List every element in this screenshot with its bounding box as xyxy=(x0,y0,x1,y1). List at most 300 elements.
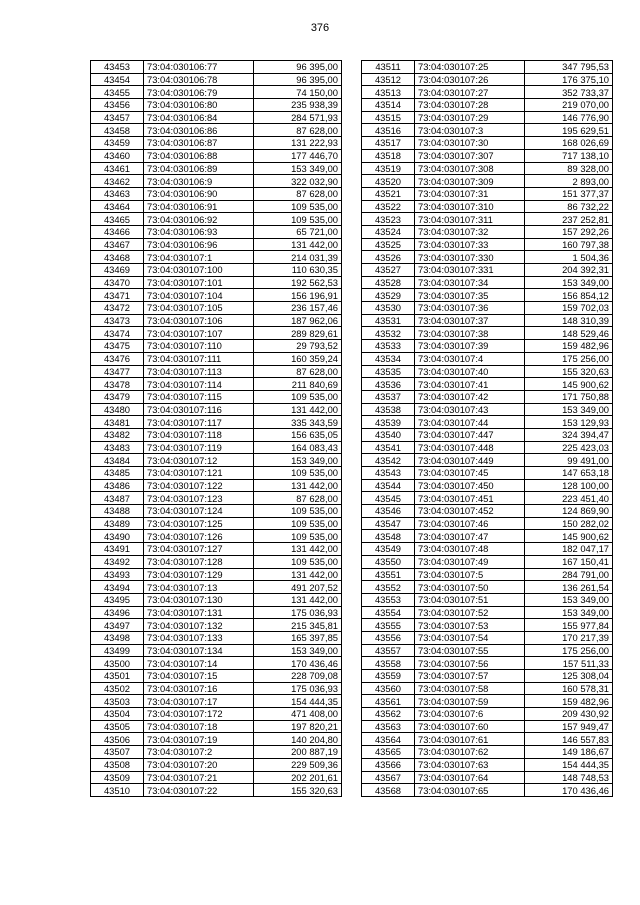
table-row xyxy=(362,631,613,644)
cadastral-number: 73:04:030107:20 xyxy=(144,758,254,771)
table-row xyxy=(362,390,613,403)
cadastral-number: 73:04:030107:106 xyxy=(144,314,254,327)
cadastral-value: 170 217,39 xyxy=(525,631,613,644)
cadastral-value: 170 436,46 xyxy=(525,784,613,797)
cadastral-value: 160 797,38 xyxy=(525,238,613,251)
table-row xyxy=(91,479,342,492)
table-row xyxy=(91,378,342,391)
cadastral-number: 73:04:030107:110 xyxy=(144,340,254,353)
table-row xyxy=(91,61,342,74)
table-row xyxy=(362,581,613,594)
row-number: 43541 xyxy=(362,441,415,454)
cadastral-value: 225 423,03 xyxy=(525,441,613,454)
cadastral-value: 109 535,00 xyxy=(254,555,342,568)
cadastral-value: 155 320,63 xyxy=(525,365,613,378)
table-row xyxy=(91,289,342,302)
row-number: 43556 xyxy=(362,631,415,644)
cadastral-number: 73:04:030107:330 xyxy=(415,251,525,264)
table-row xyxy=(91,403,342,416)
cadastral-number: 73:04:030107:16 xyxy=(144,682,254,695)
table-row xyxy=(362,289,613,302)
table-row xyxy=(91,441,342,454)
table-row xyxy=(362,162,613,175)
cadastral-number: 73:04:030107:65 xyxy=(415,784,525,797)
cadastral-value: 284 791,00 xyxy=(525,568,613,581)
cadastral-value: 209 430,92 xyxy=(525,708,613,721)
cadastral-number: 73:04:030107:17 xyxy=(144,695,254,708)
cadastral-value: 228 709,08 xyxy=(254,670,342,683)
cadastral-value: 175 036,93 xyxy=(254,606,342,619)
cadastral-number: 73:04:030107:56 xyxy=(415,657,525,670)
table-row xyxy=(91,670,342,683)
cadastral-value: 153 349,00 xyxy=(525,593,613,606)
cadastral-value: 145 900,62 xyxy=(525,530,613,543)
cadastral-number: 73:04:030107:19 xyxy=(144,733,254,746)
table-row xyxy=(91,352,342,365)
cadastral-value: 131 442,00 xyxy=(254,543,342,556)
table-row xyxy=(91,99,342,112)
cadastral-number: 73:04:030107:54 xyxy=(415,631,525,644)
registry-table-right xyxy=(361,60,613,797)
row-number: 43484 xyxy=(91,454,144,467)
cadastral-value: 175 256,00 xyxy=(525,352,613,365)
row-number: 43470 xyxy=(91,276,144,289)
row-number: 43493 xyxy=(91,568,144,581)
table-row xyxy=(362,149,613,162)
row-number: 43522 xyxy=(362,200,415,213)
table-row xyxy=(362,276,613,289)
cadastral-number: 73:04:030107:331 xyxy=(415,264,525,277)
cadastral-number: 73:04:030107:123 xyxy=(144,492,254,505)
row-number: 43513 xyxy=(362,86,415,99)
row-number: 43564 xyxy=(362,733,415,746)
cadastral-number: 73:04:030106:79 xyxy=(144,86,254,99)
cadastral-number: 73:04:030106:87 xyxy=(144,137,254,150)
table-row xyxy=(362,378,613,391)
table-row xyxy=(91,162,342,175)
row-number: 43550 xyxy=(362,555,415,568)
row-number: 43473 xyxy=(91,314,144,327)
table-row xyxy=(91,175,342,188)
row-number: 43497 xyxy=(91,619,144,632)
cadastral-number: 73:04:030107:14 xyxy=(144,657,254,670)
table-row xyxy=(91,758,342,771)
cadastral-value: 150 282,02 xyxy=(525,517,613,530)
table-row xyxy=(362,73,613,86)
cadastral-value: 153 129,93 xyxy=(525,416,613,429)
cadastral-value: 96 395,00 xyxy=(254,61,342,74)
table-row xyxy=(91,555,342,568)
cadastral-number: 73:04:030107:448 xyxy=(415,441,525,454)
cadastral-value: 177 446,70 xyxy=(254,149,342,162)
row-number: 43519 xyxy=(362,162,415,175)
table-row xyxy=(91,213,342,226)
registry-table-left xyxy=(90,60,342,797)
cadastral-value: 1 504,36 xyxy=(525,251,613,264)
row-number: 43525 xyxy=(362,238,415,251)
cadastral-number: 73:04:030106:91 xyxy=(144,200,254,213)
cadastral-number: 73:04:030107:133 xyxy=(144,631,254,644)
cadastral-number: 73:04:030107:49 xyxy=(415,555,525,568)
cadastral-value: 145 900,62 xyxy=(525,378,613,391)
cadastral-number: 73:04:030107:37 xyxy=(415,314,525,327)
cadastral-number: 73:04:030107:3 xyxy=(415,124,525,137)
row-number: 43531 xyxy=(362,314,415,327)
row-number: 43524 xyxy=(362,225,415,238)
cadastral-number: 73:04:030107:126 xyxy=(144,530,254,543)
cadastral-number: 73:04:030107:121 xyxy=(144,467,254,480)
row-number: 43495 xyxy=(91,593,144,606)
table-row xyxy=(91,771,342,784)
cadastral-number: 73:04:030107:51 xyxy=(415,593,525,606)
cadastral-number: 73:04:030107:42 xyxy=(415,390,525,403)
cadastral-value: 109 535,00 xyxy=(254,530,342,543)
row-number: 43536 xyxy=(362,378,415,391)
cadastral-value: 200 887,19 xyxy=(254,746,342,759)
table-row xyxy=(362,555,613,568)
cadastral-value: 223 451,40 xyxy=(525,492,613,505)
row-number: 43559 xyxy=(362,670,415,683)
cadastral-number: 73:04:030106:9 xyxy=(144,175,254,188)
cadastral-value: 187 962,06 xyxy=(254,314,342,327)
cadastral-value: 151 377,37 xyxy=(525,187,613,200)
row-number: 43462 xyxy=(91,175,144,188)
table-row xyxy=(91,593,342,606)
cadastral-value: 170 436,46 xyxy=(254,657,342,670)
row-number: 43549 xyxy=(362,543,415,556)
table-row xyxy=(91,314,342,327)
table-row xyxy=(362,314,613,327)
table-row xyxy=(91,416,342,429)
cadastral-value: 110 630,35 xyxy=(254,264,342,277)
cadastral-number: 73:04:030107:27 xyxy=(415,86,525,99)
cadastral-value: 131 442,00 xyxy=(254,403,342,416)
cadastral-number: 73:04:030107:48 xyxy=(415,543,525,556)
row-number: 43456 xyxy=(91,99,144,112)
row-number: 43490 xyxy=(91,530,144,543)
cadastral-number: 73:04:030107:60 xyxy=(415,720,525,733)
row-number: 43535 xyxy=(362,365,415,378)
table-row xyxy=(362,670,613,683)
cadastral-value: 125 308,04 xyxy=(525,670,613,683)
row-number: 43563 xyxy=(362,720,415,733)
cadastral-value: 153 349,00 xyxy=(254,162,342,175)
cadastral-number: 73:04:030107:452 xyxy=(415,505,525,518)
row-number: 43539 xyxy=(362,416,415,429)
cadastral-number: 73:04:030107:18 xyxy=(144,720,254,733)
cadastral-number: 73:04:030107:40 xyxy=(415,365,525,378)
cadastral-number: 73:04:030106:90 xyxy=(144,187,254,200)
row-number: 43454 xyxy=(91,73,144,86)
table-row xyxy=(362,137,613,150)
row-number: 43460 xyxy=(91,149,144,162)
cadastral-value: 148 748,53 xyxy=(525,771,613,784)
row-number: 43483 xyxy=(91,441,144,454)
cadastral-value: 322 032,90 xyxy=(254,175,342,188)
cadastral-number: 73:04:030107:311 xyxy=(415,213,525,226)
row-number: 43457 xyxy=(91,111,144,124)
table-row xyxy=(362,352,613,365)
cadastral-value: 211 840,69 xyxy=(254,378,342,391)
table-row xyxy=(362,492,613,505)
row-number: 43521 xyxy=(362,187,415,200)
cadastral-value: 156 196,91 xyxy=(254,289,342,302)
row-number: 43486 xyxy=(91,479,144,492)
row-number: 43471 xyxy=(91,289,144,302)
table-row xyxy=(91,467,342,480)
table-row xyxy=(91,225,342,238)
cadastral-number: 73:04:030107:62 xyxy=(415,746,525,759)
cadastral-value: 167 150,41 xyxy=(525,555,613,568)
row-number: 43526 xyxy=(362,251,415,264)
table-row xyxy=(91,746,342,759)
table-row xyxy=(362,657,613,670)
row-number: 43491 xyxy=(91,543,144,556)
table-row xyxy=(91,124,342,137)
cadastral-number: 73:04:030107:39 xyxy=(415,340,525,353)
row-number: 43566 xyxy=(362,758,415,771)
row-number: 43560 xyxy=(362,682,415,695)
table-row xyxy=(91,111,342,124)
table-row xyxy=(362,175,613,188)
table-row xyxy=(362,441,613,454)
table-row xyxy=(91,86,342,99)
registry-table-left-body xyxy=(91,61,342,797)
cadastral-number: 73:04:030107:119 xyxy=(144,441,254,454)
table-row xyxy=(362,200,613,213)
cadastral-number: 73:04:030106:96 xyxy=(144,238,254,251)
cadastral-value: 717 138,10 xyxy=(525,149,613,162)
cadastral-number: 73:04:030107:36 xyxy=(415,302,525,315)
cadastral-value: 175 036,93 xyxy=(254,682,342,695)
cadastral-value: 153 349,00 xyxy=(525,403,613,416)
cadastral-number: 73:04:030107:46 xyxy=(415,517,525,530)
row-number: 43542 xyxy=(362,454,415,467)
cadastral-value: 156 635,05 xyxy=(254,428,342,441)
row-number: 43476 xyxy=(91,352,144,365)
row-number: 43518 xyxy=(362,149,415,162)
cadastral-number: 73:04:030107:100 xyxy=(144,264,254,277)
cadastral-number: 73:04:030107:12 xyxy=(144,454,254,467)
cadastral-value: 176 375,10 xyxy=(525,73,613,86)
row-number: 43478 xyxy=(91,378,144,391)
table-row xyxy=(362,505,613,518)
row-number: 43469 xyxy=(91,264,144,277)
row-number: 43547 xyxy=(362,517,415,530)
table-row xyxy=(91,390,342,403)
cadastral-number: 73:04:030107:115 xyxy=(144,390,254,403)
table-row xyxy=(362,746,613,759)
cadastral-number: 73:04:030107:134 xyxy=(144,644,254,657)
table-row xyxy=(91,238,342,251)
cadastral-number: 73:04:030107:310 xyxy=(415,200,525,213)
cadastral-number: 73:04:030107:1 xyxy=(144,251,254,264)
row-number: 43533 xyxy=(362,340,415,353)
cadastral-number: 73:04:030107:118 xyxy=(144,428,254,441)
cadastral-number: 73:04:030107:30 xyxy=(415,137,525,150)
cadastral-number: 73:04:030107:64 xyxy=(415,771,525,784)
row-number: 43534 xyxy=(362,352,415,365)
cadastral-number: 73:04:030107:29 xyxy=(415,111,525,124)
cadastral-value: 131 442,00 xyxy=(254,568,342,581)
table-row xyxy=(91,276,342,289)
cadastral-number: 73:04:030107:44 xyxy=(415,416,525,429)
table-row xyxy=(91,137,342,150)
table-row xyxy=(91,530,342,543)
cadastral-value: 347 795,53 xyxy=(525,61,613,74)
table-row xyxy=(362,695,613,708)
cadastral-number: 73:04:030106:86 xyxy=(144,124,254,137)
cadastral-number: 73:04:030107:32 xyxy=(415,225,525,238)
row-number: 43520 xyxy=(362,175,415,188)
cadastral-value: 289 829,61 xyxy=(254,327,342,340)
row-number: 43552 xyxy=(362,581,415,594)
row-number: 43487 xyxy=(91,492,144,505)
cadastral-value: 154 444,35 xyxy=(254,695,342,708)
row-number: 43499 xyxy=(91,644,144,657)
table-row xyxy=(91,187,342,200)
cadastral-value: 215 345,81 xyxy=(254,619,342,632)
table-row xyxy=(91,543,342,556)
table-row xyxy=(91,365,342,378)
row-number: 43492 xyxy=(91,555,144,568)
row-number: 43567 xyxy=(362,771,415,784)
table-row xyxy=(362,213,613,226)
table-row xyxy=(362,403,613,416)
cadastral-number: 73:04:030107:105 xyxy=(144,302,254,315)
row-number: 43508 xyxy=(91,758,144,771)
row-number: 43482 xyxy=(91,428,144,441)
table-row xyxy=(362,225,613,238)
cadastral-value: 89 328,00 xyxy=(525,162,613,175)
row-number: 43494 xyxy=(91,581,144,594)
cadastral-value: 197 820,21 xyxy=(254,720,342,733)
table-row xyxy=(362,479,613,492)
cadastral-number: 73:04:030107:104 xyxy=(144,289,254,302)
cadastral-number: 73:04:030107:131 xyxy=(144,606,254,619)
cadastral-value: 154 444,35 xyxy=(525,758,613,771)
cadastral-number: 73:04:030106:77 xyxy=(144,61,254,74)
table-row xyxy=(91,720,342,733)
row-number: 43474 xyxy=(91,327,144,340)
cadastral-number: 73:04:030107:22 xyxy=(144,784,254,797)
cadastral-value: 29 793,52 xyxy=(254,340,342,353)
table-row xyxy=(362,593,613,606)
cadastral-value: 195 629,51 xyxy=(525,124,613,137)
table-row xyxy=(91,619,342,632)
table-row xyxy=(91,149,342,162)
cadastral-value: 164 083,43 xyxy=(254,441,342,454)
cadastral-value: 86 732,22 xyxy=(525,200,613,213)
row-number: 43530 xyxy=(362,302,415,315)
row-number: 43472 xyxy=(91,302,144,315)
table-row xyxy=(362,758,613,771)
cadastral-number: 73:04:030107:129 xyxy=(144,568,254,581)
cadastral-value: 87 628,00 xyxy=(254,187,342,200)
row-number: 43496 xyxy=(91,606,144,619)
cadastral-number: 73:04:030106:88 xyxy=(144,149,254,162)
cadastral-value: 153 349,00 xyxy=(254,454,342,467)
cadastral-value: 160 578,31 xyxy=(525,682,613,695)
table-row xyxy=(362,517,613,530)
table-row xyxy=(362,416,613,429)
row-number: 43561 xyxy=(362,695,415,708)
row-number: 43507 xyxy=(91,746,144,759)
row-number: 43509 xyxy=(91,771,144,784)
row-number: 43459 xyxy=(91,137,144,150)
row-number: 43502 xyxy=(91,682,144,695)
row-number: 43562 xyxy=(362,708,415,721)
cadastral-value: 204 392,31 xyxy=(525,264,613,277)
cadastral-number: 73:04:030107:13 xyxy=(144,581,254,594)
cadastral-number: 73:04:030107:451 xyxy=(415,492,525,505)
table-row xyxy=(91,251,342,264)
table-row xyxy=(91,682,342,695)
row-number: 43532 xyxy=(362,327,415,340)
cadastral-value: 87 628,00 xyxy=(254,365,342,378)
table-row xyxy=(362,238,613,251)
row-number: 43557 xyxy=(362,644,415,657)
cadastral-number: 73:04:030107:45 xyxy=(415,467,525,480)
cadastral-number: 73:04:030107:2 xyxy=(144,746,254,759)
registry-table-right-body xyxy=(362,61,613,797)
table-row xyxy=(91,581,342,594)
cadastral-number: 73:04:030107:111 xyxy=(144,352,254,365)
table-row xyxy=(362,543,613,556)
cadastral-value: 192 562,53 xyxy=(254,276,342,289)
table-row xyxy=(362,708,613,721)
cadastral-number: 73:04:030107:43 xyxy=(415,403,525,416)
cadastral-number: 73:04:030107:116 xyxy=(144,403,254,416)
cadastral-number: 73:04:030107:447 xyxy=(415,428,525,441)
cadastral-value: 109 535,00 xyxy=(254,213,342,226)
row-number: 43554 xyxy=(362,606,415,619)
cadastral-number: 73:04:030107:28 xyxy=(415,99,525,112)
cadastral-value: 229 509,36 xyxy=(254,758,342,771)
table-row xyxy=(362,99,613,112)
row-number: 43511 xyxy=(362,61,415,74)
row-number: 43503 xyxy=(91,695,144,708)
cadastral-value: 128 100,00 xyxy=(525,479,613,492)
table-row xyxy=(362,467,613,480)
table-row xyxy=(362,682,613,695)
table-row xyxy=(362,86,613,99)
row-number: 43465 xyxy=(91,213,144,226)
table-row xyxy=(362,187,613,200)
table-row xyxy=(362,644,613,657)
row-number: 43477 xyxy=(91,365,144,378)
cadastral-number: 73:04:030106:93 xyxy=(144,225,254,238)
cadastral-number: 73:04:030106:84 xyxy=(144,111,254,124)
cadastral-value: 96 395,00 xyxy=(254,73,342,86)
table-row xyxy=(362,530,613,543)
cadastral-value: 157 292,26 xyxy=(525,225,613,238)
row-number: 43467 xyxy=(91,238,144,251)
cadastral-value: 109 535,00 xyxy=(254,200,342,213)
table-row xyxy=(362,428,613,441)
row-number: 43479 xyxy=(91,390,144,403)
row-number: 43463 xyxy=(91,187,144,200)
cadastral-number: 73:04:030107:58 xyxy=(415,682,525,695)
cadastral-number: 73:04:030107:117 xyxy=(144,416,254,429)
table-row xyxy=(362,264,613,277)
cadastral-number: 73:04:030106:80 xyxy=(144,99,254,112)
cadastral-value: 165 397,85 xyxy=(254,631,342,644)
row-number: 43546 xyxy=(362,505,415,518)
table-row xyxy=(362,568,613,581)
cadastral-number: 73:04:030107:450 xyxy=(415,479,525,492)
row-number: 43543 xyxy=(362,467,415,480)
